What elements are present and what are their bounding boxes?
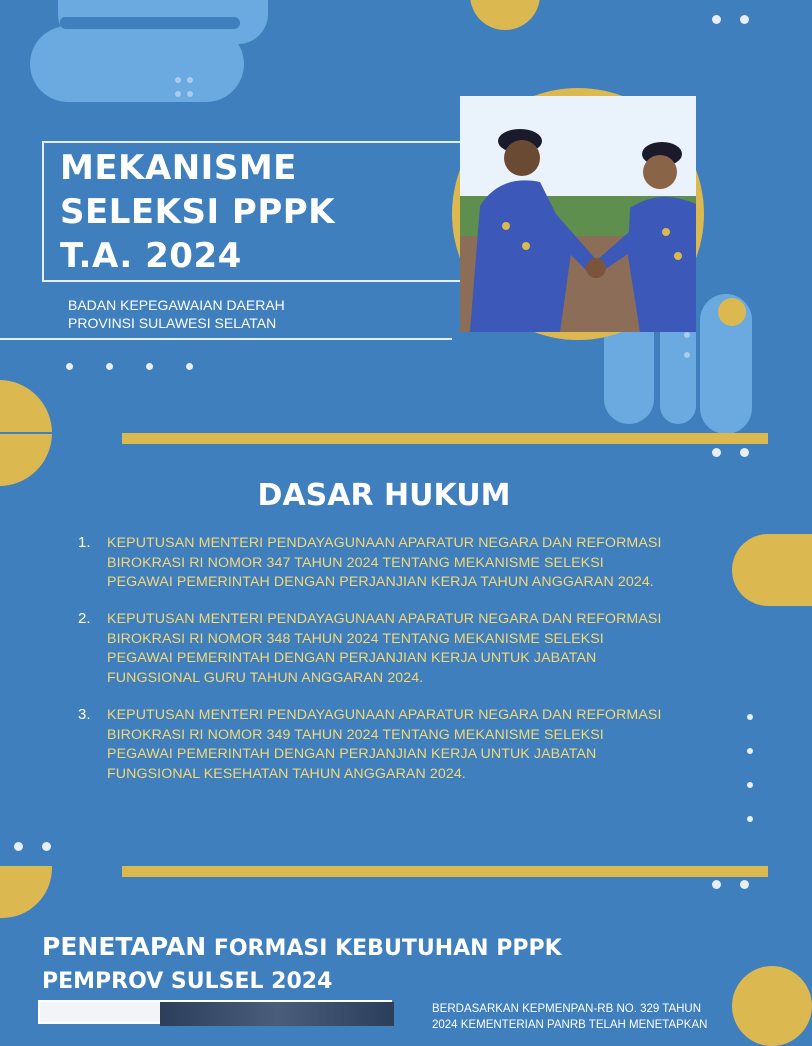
list-item xyxy=(107,610,707,688)
title-line: MEKANISME xyxy=(60,148,297,188)
formasi-photo xyxy=(38,1000,392,1024)
section-divider xyxy=(122,433,768,444)
handshake-photo xyxy=(452,88,704,340)
list-item xyxy=(107,534,707,593)
list-number: 2. xyxy=(78,610,91,627)
heading-line: PEMPROV SULSEL 2024 xyxy=(42,969,333,994)
body-line: 2024 KEMENTERIAN PANRB TELAH MENETAPKAN xyxy=(432,1019,708,1031)
list-item-line: FUNGSIONAL KESEHATAN TAHUN ANGGARAN 2024. xyxy=(107,765,466,782)
decor-dot xyxy=(66,363,73,370)
decor-dot xyxy=(187,77,193,83)
section-divider xyxy=(122,866,768,877)
decor-dot xyxy=(187,91,193,97)
decor-gold-dot xyxy=(718,298,746,326)
section-heading-dasar-hukum: DASAR HUKUM xyxy=(257,478,511,513)
heading-rest: FORMASI KEBUTUHAN PPPK xyxy=(206,936,562,961)
heading-line xyxy=(42,930,562,965)
subtitle-divider xyxy=(0,338,452,340)
formasi-description xyxy=(432,1001,746,1033)
decor-dot xyxy=(712,15,721,24)
subtitle xyxy=(68,296,285,332)
list-number: 3. xyxy=(78,706,91,723)
decor-dot xyxy=(747,714,753,720)
decor-dot xyxy=(106,363,113,370)
decor-dot xyxy=(740,15,749,24)
title-line: SELEKSI PPPK xyxy=(60,192,336,232)
decor-gold-semicircle xyxy=(0,866,52,918)
body-line: BERDASARKAN KEPMENPAN-RB NO. 329 TAHUN xyxy=(432,1003,702,1015)
list-item-line: PEGAWAI PEMERINTAH DENGAN PERJANJIAN KERJA UNTUK JABATAN xyxy=(107,746,597,762)
decor-dot xyxy=(712,448,721,457)
decor-dot xyxy=(684,352,690,358)
list-item-line: FUNGSIONAL GURU TAHUN ANGGARAN 2024. xyxy=(107,669,424,686)
list-item-line: PEGAWAI PEMERINTAH DENGAN PERJANJIAN KERJA TAHUN ANGGARAN 2024. xyxy=(107,574,654,590)
heading-word: PENETAPAN xyxy=(42,932,207,961)
decor-dot xyxy=(747,782,753,788)
decor-dot xyxy=(740,448,749,457)
list-item xyxy=(107,706,707,784)
decor-dot xyxy=(740,880,749,889)
subtitle-line: PROVINSI SULAWESI SELATAN xyxy=(68,315,277,331)
decor-dot xyxy=(712,880,721,889)
photo-audience xyxy=(160,1002,394,1026)
list-item-line: BIROKRASI RI NOMOR 347 TAHUN 2024 TENTANG MEKANISME SELEKSI xyxy=(107,554,604,571)
list-number: 1. xyxy=(78,534,91,551)
decor-dot xyxy=(186,363,193,370)
decor-dot xyxy=(747,748,753,754)
decor-dot xyxy=(146,363,153,370)
photo-image xyxy=(460,96,696,332)
list-item-line: BIROKRASI RI NOMOR 349 TAHUN 2024 TENTANG MEKANISME SELEKSI xyxy=(107,726,604,743)
decor-dot xyxy=(42,842,51,851)
decor-dot xyxy=(175,77,181,83)
decor-gold-semicircle xyxy=(470,0,540,30)
list-item-line: KEPUTUSAN MENTERI PENDAYAGUNAAN APARATUR NEGARA DAN REFORMASI xyxy=(107,707,662,723)
decor-gold-semicircle xyxy=(732,534,812,606)
handshake-icon xyxy=(460,96,696,332)
decor-pill-stripe xyxy=(60,17,240,29)
section-heading-penetapan xyxy=(42,930,562,998)
decor-dot xyxy=(747,816,753,822)
decor-dot xyxy=(175,91,181,97)
title-line: T.A. 2024 xyxy=(60,236,242,276)
page-title xyxy=(60,146,335,278)
decor-line xyxy=(0,432,52,434)
list-item-line: PEGAWAI PEMERINTAH DENGAN PERJANJIAN KERJA UNTUK JABATAN xyxy=(107,650,597,666)
decor-pill-mid xyxy=(30,26,244,102)
list-item-line: BIROKRASI RI NOMOR 348 TAHUN 2024 TENTANG MEKANISME SELEKSI xyxy=(107,630,604,647)
decor-dot xyxy=(14,842,23,851)
decor-dot xyxy=(684,332,690,338)
list-item-line: KEPUTUSAN MENTERI PENDAYAGUNAAN APARATUR NEGARA DAN REFORMASI xyxy=(107,535,662,551)
subtitle-line: BADAN KEPEGAWAIAN DAERAH xyxy=(68,297,285,313)
list-item-line: KEPUTUSAN MENTERI PENDAYAGUNAAN APARATUR NEGARA DAN REFORMASI xyxy=(107,611,662,627)
